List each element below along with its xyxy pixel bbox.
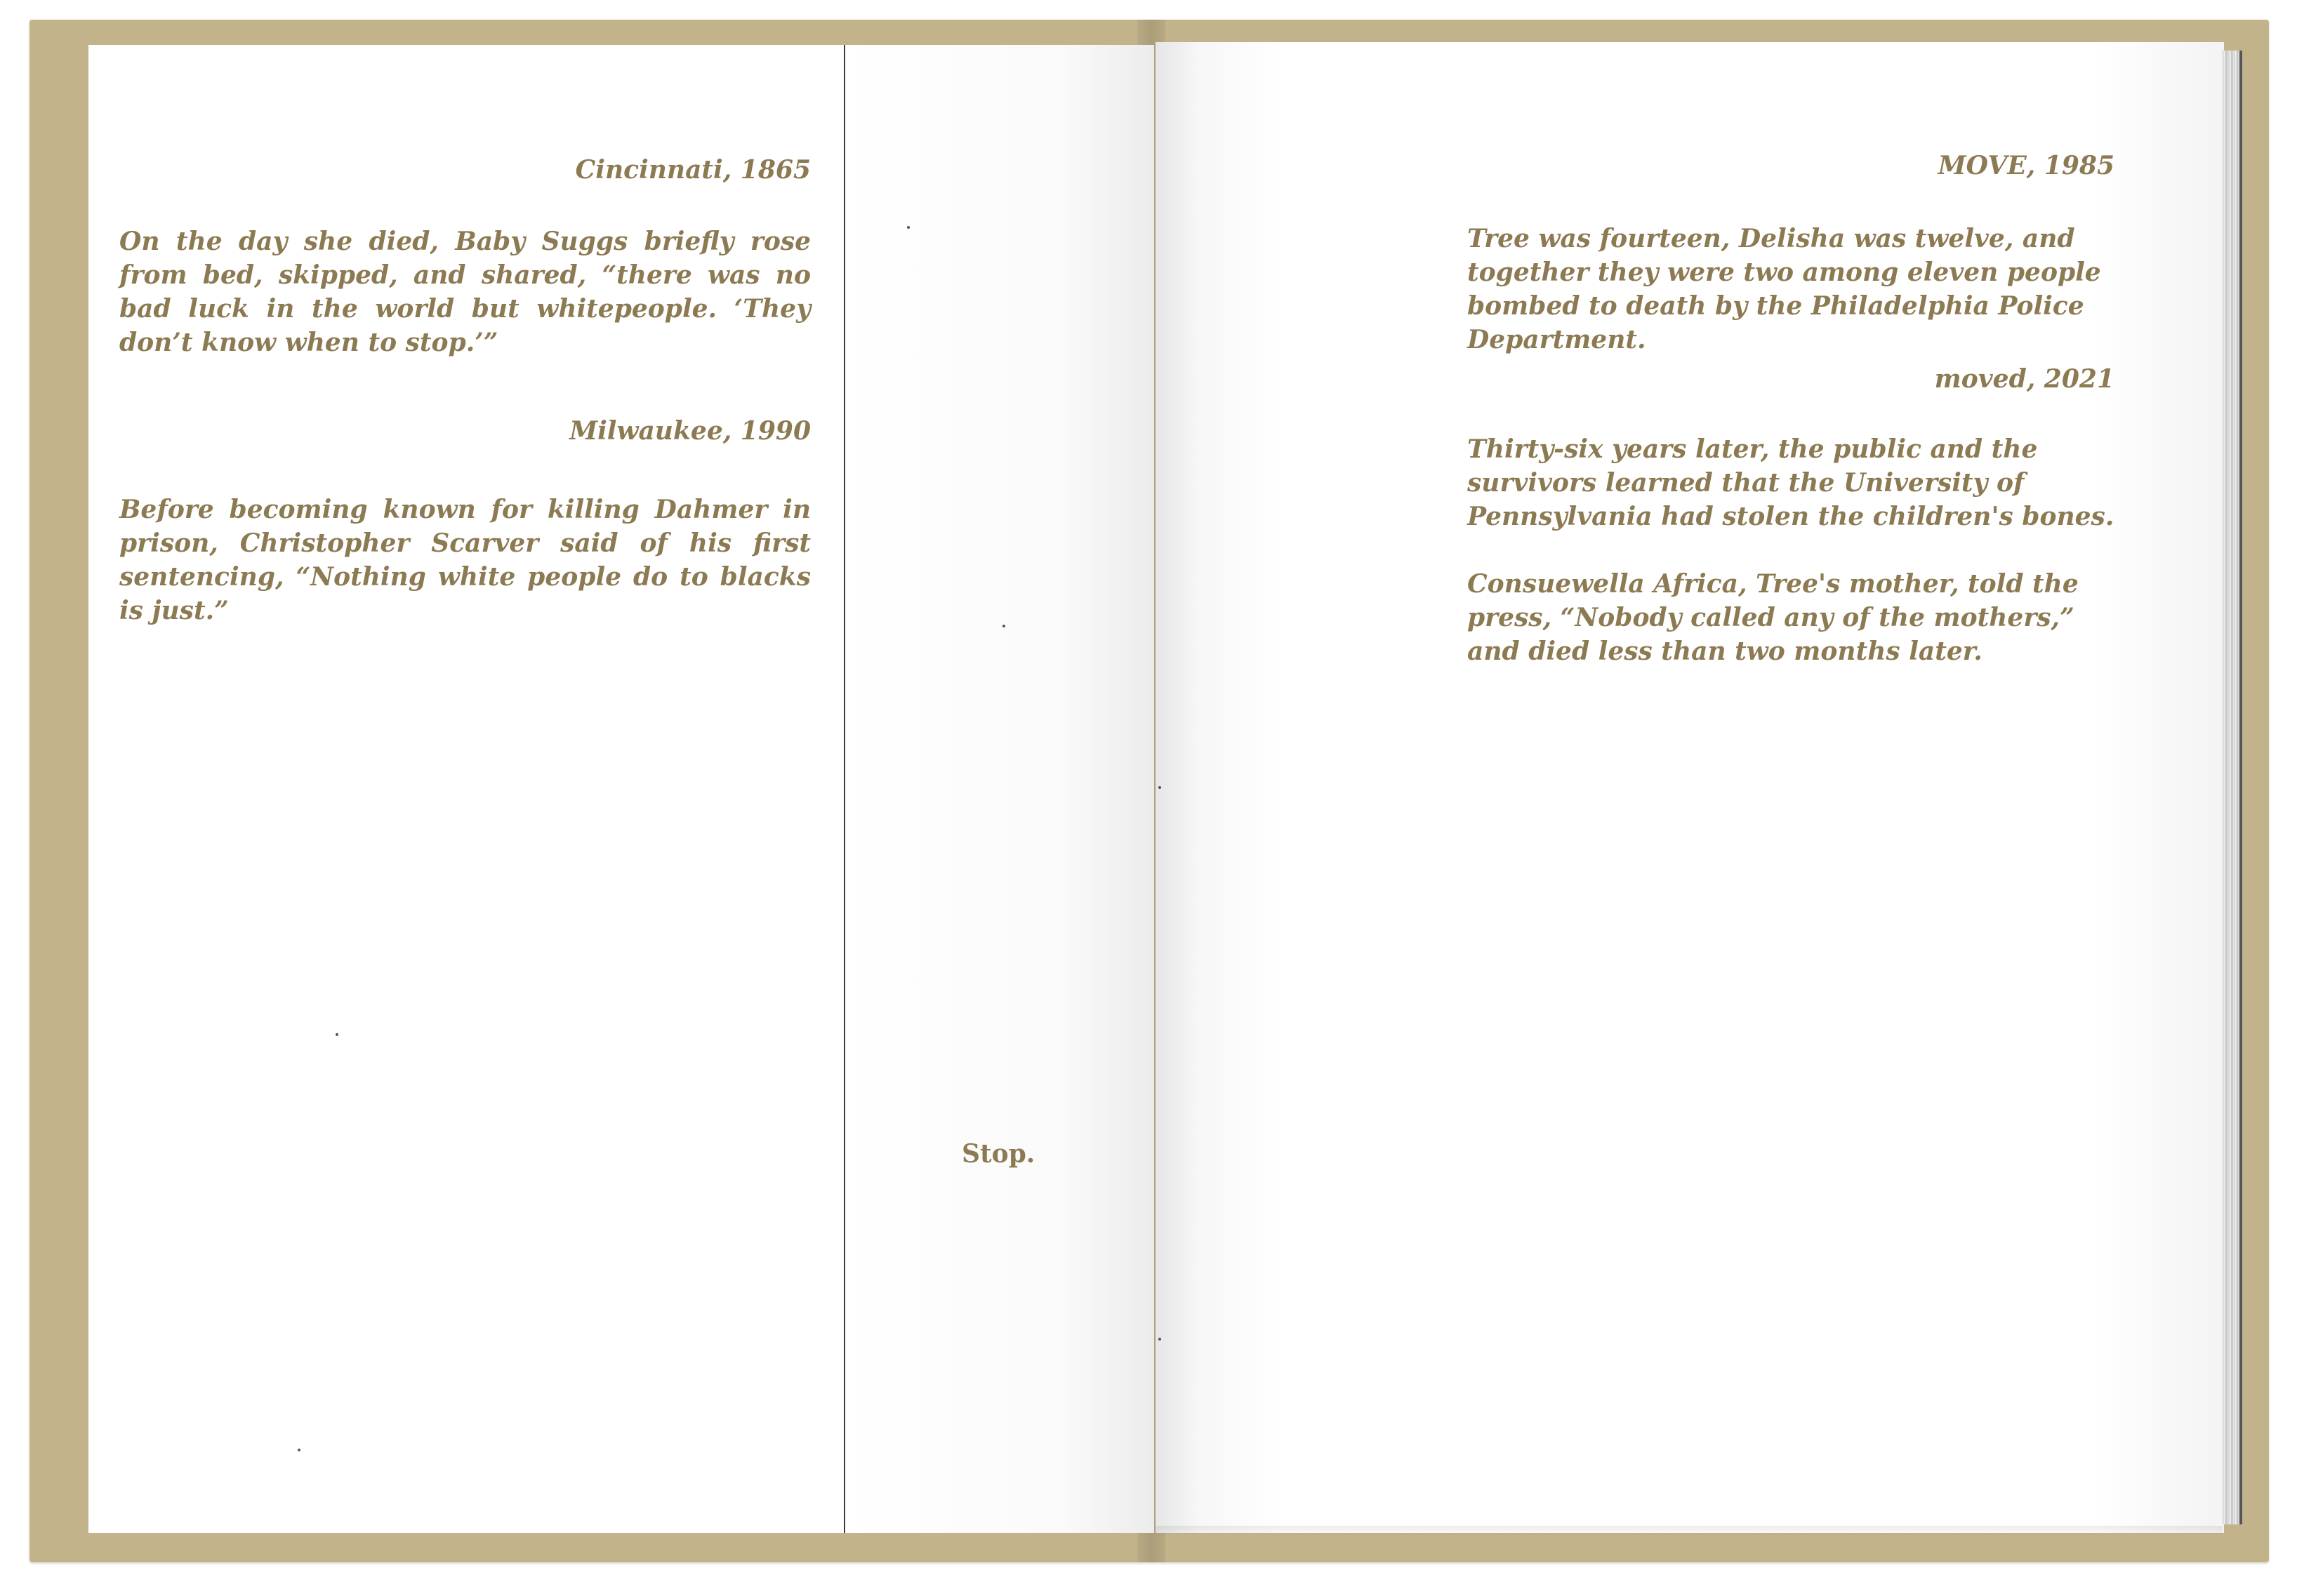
- paragraph-consuewella: Consuewella Africa, Tree's mother, told the press, “Nobody called any of the mothers,” and died less than two months later.: [1467, 569, 2079, 666]
- paragraph-university-bones: Thirty-six years later, the public and the survivors learned that the University of Pennsylvania had stolen the children's bones.: [1467, 434, 2114, 531]
- paper-speck: [907, 226, 910, 229]
- paper-speck: [1158, 786, 1161, 789]
- paper-speck: [1158, 1338, 1161, 1341]
- paper-speck: [1002, 625, 1005, 627]
- page-edges: [2223, 51, 2242, 1524]
- paragraph-baby-suggs: On the day she died, Baby Suggs briefly rose from bed, skipped, and shared, “there was no bad luck in the world but whitepeople. ‘They don’t know when to stop.’”: [119, 227, 811, 357]
- stop-text: Stop.: [962, 1139, 1035, 1169]
- heading-move-1985: MOVE, 1985: [1938, 151, 2114, 180]
- heading-moved-2021: moved, 2021: [1934, 364, 2114, 394]
- page-bottom-shadow: [1156, 1526, 2223, 1536]
- heading-milwaukee: Milwaukee, 1990: [569, 416, 811, 446]
- paragraph-tree-delisha: Tree was fourteen, Delisha was twelve, and together they were two among eleven people bombed to death by the Philadelphia Police Department.: [1467, 224, 2101, 354]
- heading-cincinnati: Cincinnati, 1865: [575, 155, 811, 185]
- paragraph-scarver: Before becoming known for killing Dahmer in prison, Christopher Scarver said of his first sentencing, “Nothing white people do to blacks is just.”: [119, 495, 811, 625]
- paper-speck: [298, 1449, 300, 1451]
- inner-fold-page: [845, 45, 1154, 1533]
- paper-speck: [336, 1033, 338, 1036]
